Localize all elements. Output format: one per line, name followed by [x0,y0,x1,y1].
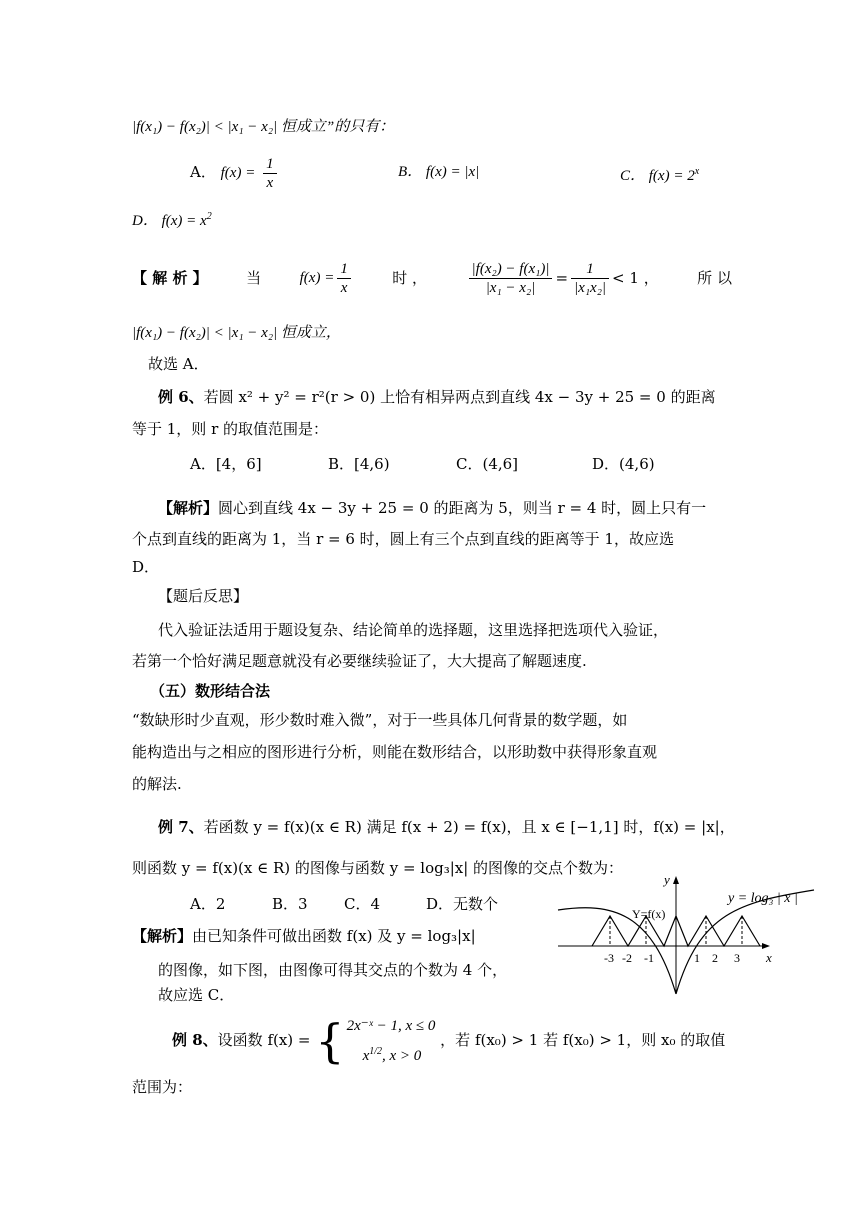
example-7-option-d: D．无数个 [426,895,499,913]
example-6-option-c: C．(4,6] [456,455,519,473]
solution-5-line-2: |f(x₁) − f(x₂)| < |x₁ − x₂| 恒成立， [132,325,341,341]
option-b: B． f(x) = |x| [398,164,480,180]
example-7-option-b: B．3 [272,895,308,913]
y-axis-arrow [673,876,679,884]
reflection-line-1: 代入验证法适用于题设复杂、结论简单的选择题，这里选择把选项代入验证， [158,621,669,639]
solution-6-line-3: D． [132,558,160,576]
example-6-option-a: A．[4，6] [190,455,262,473]
solution-5-line: 【 解 析 】 当 f(x) = $\frac{1}{x}$ 时 ， $\frac{\text{|f(x₂) − f(x₁)|}}{\text{|x₁ − x₂|}}$ = $\frac{1}{\text{|x₁x₂|}}$ < 1 ， 所 以 [132,260,732,296]
example-6-option-d: D．(4,6) [592,455,655,473]
section-title: （五）数形结合法 [150,682,271,700]
example-6-line-1: 例 6、若圆 x² + y² = r²(r > 0) 上恰有相异两点到直线 4x − 3y + 25 = 0 的距离 [158,388,716,406]
option-c: C． $f(x) = 2^x$ [620,166,700,184]
option-d: D． $f(x) = x^2$ [132,211,212,229]
example-8-line-2: 范围为： [132,1078,193,1096]
solution-6-line-1: 【解析】圆心到直线 4x − 3y + 25 = 0 的距离为 5，则当 r = 4 时，圆上只有一 [158,499,707,517]
example-7-line-2: 则函数 y = f(x)(x ∈ R) 的图像与函数 y = log₃|x| 的图像的交点个数为： [132,859,624,877]
case-2: $x^{1/2}$, x > 0 [362,1046,422,1064]
solution-5-line-3: 故选 A． [148,355,209,373]
example-7-option-a: A．2 [190,895,226,913]
example-7-line-1: 例 7、若函数 y = f(x)(x ∈ R) 满足 f(x + 2) = f(x)，且 x ∈ [−1,1] 时，f(x) = |x|， [158,818,735,836]
option-a: A． f(x) = $\frac{1}{x}$ [190,150,280,195]
fx-label: Y=f(x) [632,907,666,921]
reflection-line-2: 若第一个恰好满足题意就没有必要继续验证了，大大提高了解题速度. [132,652,587,670]
tick-2: 2 [712,951,718,965]
solution-7-line-3: 故应选 C． [158,986,235,1004]
tick-neg2: -2 [622,951,632,965]
solution-6-line-2: 个点到直线的距离为 1，当 r = 6 时，圆上有三个点到直线的距离等于 1，故应选 [132,530,674,548]
example-7-option-c: C．4 [344,895,381,913]
log-label: y = log₃ | x | [728,891,798,906]
tick-neg3: -3 [604,951,614,965]
x-axis-label: x [766,950,772,965]
case-1: 2x⁻ˣ − 1, x ≤ 0 [346,1018,436,1034]
section-line-1: “数缺形时少直观，形少数时难入微”，对于一些具体几何背景的数学题，如 [132,711,628,729]
solution-7-line-1: 【解析】由已知条件可做出函数 f(x) 及 y = log₃|x| [132,927,476,945]
example-6-option-b: B．[4,6) [328,455,390,473]
x-axis-arrow [762,943,770,949]
example-6-line-2: 等于 1，则 r 的取值范围是： [132,420,329,438]
function-graph [552,866,820,998]
tick-1: 1 [694,951,700,965]
example-8-line-1: 例 8、设函数 f(x) = { 2x⁻ˣ − 1, x ≤ 0 $x^{1/2}$, x > 0 ，若 f(x₀) > 1 若 f(x₀) > 1，则 x₀ 的取值 [172,1014,726,1068]
y-axis-label: y [664,872,670,887]
tick-3: 3 [734,951,740,965]
solution-7-line-2: 的图像，如下图，由图像可得其交点的个数为 4 个， [158,961,508,979]
section-line-3: 的解法. [132,775,182,793]
tick-neg1: -1 [644,951,654,965]
continuation-line: |f(x₁) − f(x₂)| < |x₁ − x₂| 恒成立”的只有： [132,119,395,135]
section-line-2: 能构造出与之相应的图形进行分析，则能在数形结合，以形助数中获得形象直观 [132,743,658,761]
reflection-title: 【题后反思】 [158,587,249,605]
